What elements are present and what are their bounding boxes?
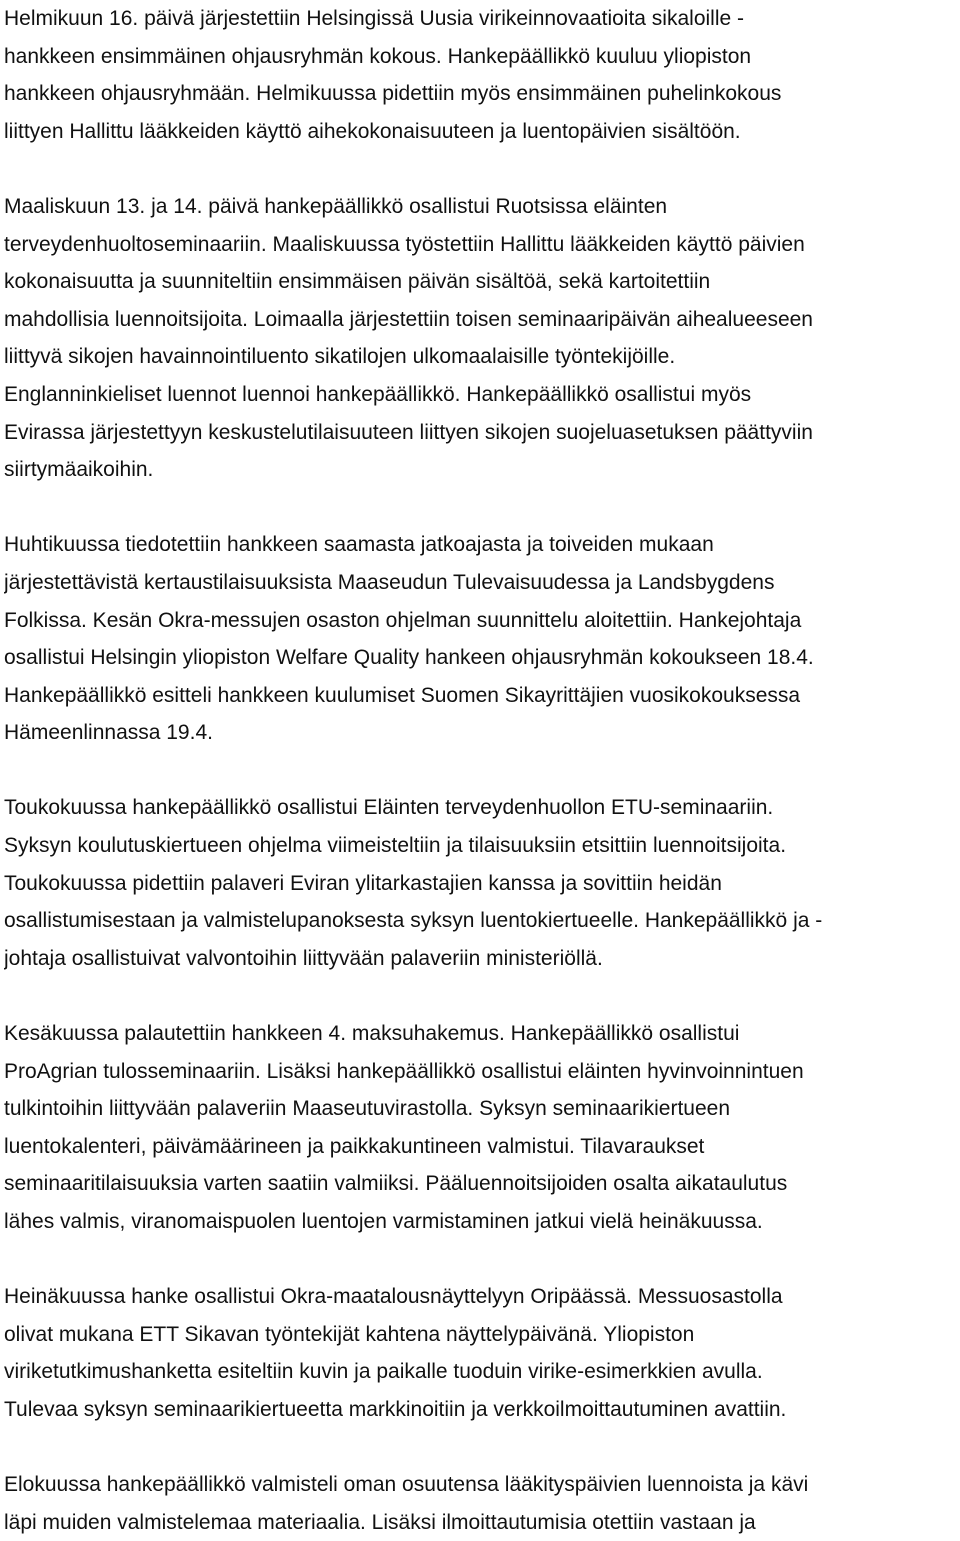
text-line: tulkintoihin liittyvään palaveriin Maaseutuvirastolla. Syksyn seminaarikiertueen bbox=[4, 1097, 731, 1121]
text-line: seminaaritilaisuuksia varten saatiin valmiiksi. Pääluennoitsijoiden osalta aikataulutus bbox=[4, 1172, 788, 1196]
text-line: Heinäkuussa hanke osallistui Okra-maatalousnäyttelyyn Oripäässä. Messuosastolla bbox=[4, 1285, 783, 1309]
text-line: Hankepäällikkö esitteli hankkeen kuulumiset Suomen Sikayrittäjien vuosikokouksessa bbox=[4, 683, 801, 707]
text-line: kokonaisuutta ja suunniteltiin ensimmäisen päivän sisältöä, sekä kartoitettiin bbox=[4, 270, 711, 294]
text-line: osallistui Helsingin yliopiston Welfare Quality hankeen ohjausryhmän kokoukseen 18.4. bbox=[4, 646, 814, 670]
text-line: Tulevaa syksyn seminaarikiertueetta markkinoitiin ja verkkoilmoittautuminen avattiin. bbox=[4, 1397, 787, 1421]
text-line: luentokalenteri, päivämäärineen ja paikkakuntineen valmistui. Tilavaraukset bbox=[4, 1134, 705, 1158]
text-line: hankkeen ensimmäinen ohjausryhmän kokous. Hankepäällikkö kuuluu yliopiston bbox=[4, 44, 752, 68]
text-line: Evirassa järjestettyyn keskustelutilaisuuteen liittyen sikojen suojeluasetuksen päättyviin bbox=[4, 420, 813, 444]
text-line: Syksyn koulutuskiertueen ohjelma viimeisteltiin ja tilaisuuksiin etsittiin luennoitsijoita. bbox=[4, 834, 787, 858]
text-line: ProAgrian tulosseminaariin. Lisäksi hankepäällikkö osallistui eläinten hyvinvoinnintuen bbox=[4, 1059, 804, 1083]
paragraph-june bbox=[4, 1015, 956, 1241]
text-line: Toukokuussa pidettiin palaveri Eviran ylitarkastajien kanssa ja sovittiin heidän bbox=[4, 871, 722, 895]
text-line: Maaliskuun 13. ja 14. päivä hankepäällikkö osallistui Ruotsissa eläinten bbox=[4, 194, 668, 218]
paragraph-gap bbox=[4, 1429, 956, 1467]
text-line: lähes valmis, viranomaispuolen luentojen varmistaminen jatkui vielä heinäkuussa. bbox=[4, 1210, 763, 1233]
text-line: läpi muiden valmistelemaa materiaalia. Lisäksi ilmoittautumisia otettiin vastaan ja bbox=[4, 1510, 756, 1534]
text-line: olivat mukana ETT Sikavan työntekijät kahtena näyttelypäivänä. Yliopiston bbox=[4, 1322, 695, 1346]
text-line: liittyen Hallittu lääkkeiden käyttö aihekokonaisuuteen ja luentopäivien sisältöön. bbox=[4, 119, 741, 143]
text-line: Kesäkuussa palautettiin hankkeen 4. maksuhakemus. Hankepäällikkö osallistui bbox=[4, 1022, 740, 1046]
text-line: Elokuussa hankepäällikkö valmisteli oman osuutensa lääkityspäivien luennoista ja kävi bbox=[4, 1473, 809, 1497]
paragraph-july bbox=[4, 1278, 956, 1428]
paragraph-gap bbox=[4, 489, 956, 527]
text-line: osallistumisestaan ja valmistelupanoksesta syksyn luentokiertueelle. Hankepäällikkö ja - bbox=[4, 909, 823, 933]
paragraph-gap bbox=[4, 752, 956, 790]
text-line: Helmikuun 16. päivä järjestettiin Helsingissä Uusia virikeinnovaatioita sikaloille - bbox=[4, 7, 745, 30]
text-line: Toukokuussa hankepäällikkö osallistui Eläinten terveydenhuollon ETU-seminaariin. bbox=[4, 796, 774, 820]
paragraph-gap bbox=[4, 1241, 956, 1279]
text-line: Englanninkieliset luennot luennoi hankepäällikkö. Hankepäällikkö osallistui myös bbox=[4, 382, 752, 406]
text-line: viriketutkimushanketta esiteltiin kuvin ja paikalle tuoduin virike-esimerkkien avulla. bbox=[4, 1360, 763, 1384]
document-page bbox=[4, 0, 956, 1541]
paragraph-february bbox=[4, 0, 956, 150]
text-line: terveydenhuoltoseminaariin. Maaliskuussa työstettiin Hallittu lääkkeiden käyttö päivien bbox=[4, 232, 805, 256]
paragraph-gap bbox=[4, 977, 956, 1015]
paragraph-may bbox=[4, 789, 956, 977]
text-line: Folkissa. Kesän Okra-messujen osaston ohjelman suunnittelu aloitettiin. Hankejohtaja bbox=[4, 608, 802, 632]
text-line: hankkeen ohjausryhmään. Helmikuussa pidettiin myös ensimmäinen puhelinkokous bbox=[4, 82, 782, 106]
text-line: järjestettävistä kertaustilaisuuksista Maaseudun Tulevaisuudessa ja Landsbygdens bbox=[4, 570, 775, 594]
text-line: Hämeenlinnassa 19.4. bbox=[4, 721, 213, 745]
paragraph-gap bbox=[4, 150, 956, 188]
text-line: liittyvä sikojen havainnointiluento sikatilojen ulkomaalaisille työntekijöille. bbox=[4, 345, 676, 369]
text-line: siirtymäaikoihin. bbox=[4, 458, 154, 482]
paragraph-april bbox=[4, 526, 956, 752]
text-line: johtaja osallistuivat valvontoihin liittyvään palaveriin ministeriöllä. bbox=[4, 946, 603, 970]
paragraph-march bbox=[4, 188, 956, 489]
text-line: mahdollisia luennoitsijoita. Loimaalla järjestettiin toisen seminaaripäivän aihealueeseen bbox=[4, 307, 813, 331]
text-line: Huhtikuussa tiedotettiin hankkeen saamasta jatkoajasta ja toiveiden mukaan bbox=[4, 533, 714, 557]
